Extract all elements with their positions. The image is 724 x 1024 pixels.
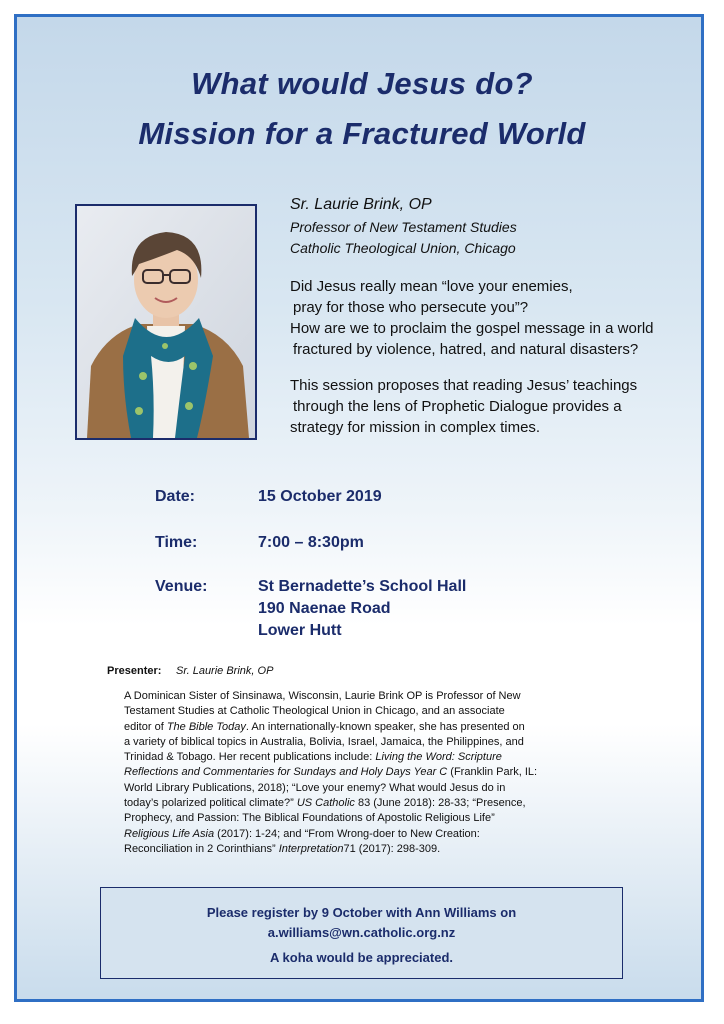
speaker-photo: [75, 204, 257, 440]
bio-line: A Dominican Sister of Sinsinawa, Wisconsin, Laurie Brink OP is Professor of New: [124, 690, 521, 702]
intro-paragraph-2: [290, 375, 690, 438]
koha-note: A koha would be appreciated.: [270, 950, 453, 965]
intro-line: This session proposes that reading Jesus’ teachings: [290, 377, 638, 394]
intro-line: strategy for mission in complex times.: [290, 419, 541, 436]
title-line-2: Mission for a Fractured World: [138, 116, 586, 151]
venue-line: 190 Naenae Road: [258, 600, 391, 617]
intro-line: pray for those who persecute you”?: [293, 299, 529, 316]
intro-line: Did Jesus really mean “love your enemies,: [290, 278, 573, 295]
title-line-1: What would Jesus do?: [191, 66, 533, 101]
venue-value: [258, 576, 466, 642]
bio-line: Trinidad & Tobago. Her recent publications include: Living the Word: Scripture: [124, 751, 502, 764]
bio-line: editor of The Bible Today. An internationally-known speaker, she has presented on: [124, 720, 525, 733]
intro-paragraph-1: [290, 276, 690, 360]
bio-line: Reconciliation in 2 Corinthians” Interpretation71 (2017): 298-309.: [124, 842, 441, 855]
bio-line: Reflections and Commentaries for Sundays and Holy Days Year C (Franklin Park, IL:: [124, 766, 538, 779]
speaker-name: Sr. Laurie Brink, OP: [290, 196, 432, 213]
date-label: Date:: [155, 488, 196, 505]
register-email[interactable]: a.williams@wn.catholic.org.nz: [267, 925, 456, 940]
register-instruction: Please register by 9 October with Ann Williams on: [206, 905, 517, 920]
speaker-institution: Catholic Theological Union, Chicago: [290, 240, 516, 256]
time-label: Time:: [155, 534, 198, 551]
bio-line: Religious Life Asia (2017): 1-24; and “From Wrong-doer to New Creation:: [124, 827, 480, 840]
bio-line: Testament Studies at Catholic Theological Union in Chicago, and an associate: [124, 705, 505, 718]
intro-line: fractured by violence, hatred, and natural disasters?: [293, 341, 639, 358]
presenter-name: Sr. Laurie Brink, OP: [176, 665, 274, 677]
presenter-bio: [124, 689, 594, 857]
bio-line: today’s polarized political climate?” US Catholic 83 (June 2018): 28-33; “Presence,: [124, 797, 526, 810]
speaker-role: Professor of New Testament Studies: [290, 219, 517, 235]
intro-line: through the lens of Prophetic Dialogue provides a: [293, 398, 622, 415]
venue-line: Lower Hutt: [258, 622, 342, 639]
date-value: 15 October 2019: [258, 488, 382, 505]
bio-line: World Library Publications, 2018); “Love your enemy? What would Jesus do in: [124, 781, 506, 794]
intro-line: How are we to proclaim the gospel message in a world: [290, 320, 654, 337]
venue-label: Venue:: [155, 578, 208, 595]
venue-line: St Bernadette’s School Hall: [258, 578, 467, 595]
bio-line: Prophecy, and Passion: The Biblical Foundations of Apostolic Religious Life”: [124, 812, 495, 825]
time-value: 7:00 – 8:30pm: [258, 534, 364, 551]
bio-line: a variety of biblical topics in Australia, Bolivia, Israel, Jamaica, the Philippines, and: [124, 735, 524, 748]
registration-box: [100, 887, 623, 979]
presenter-label: Presenter:: [107, 665, 162, 677]
